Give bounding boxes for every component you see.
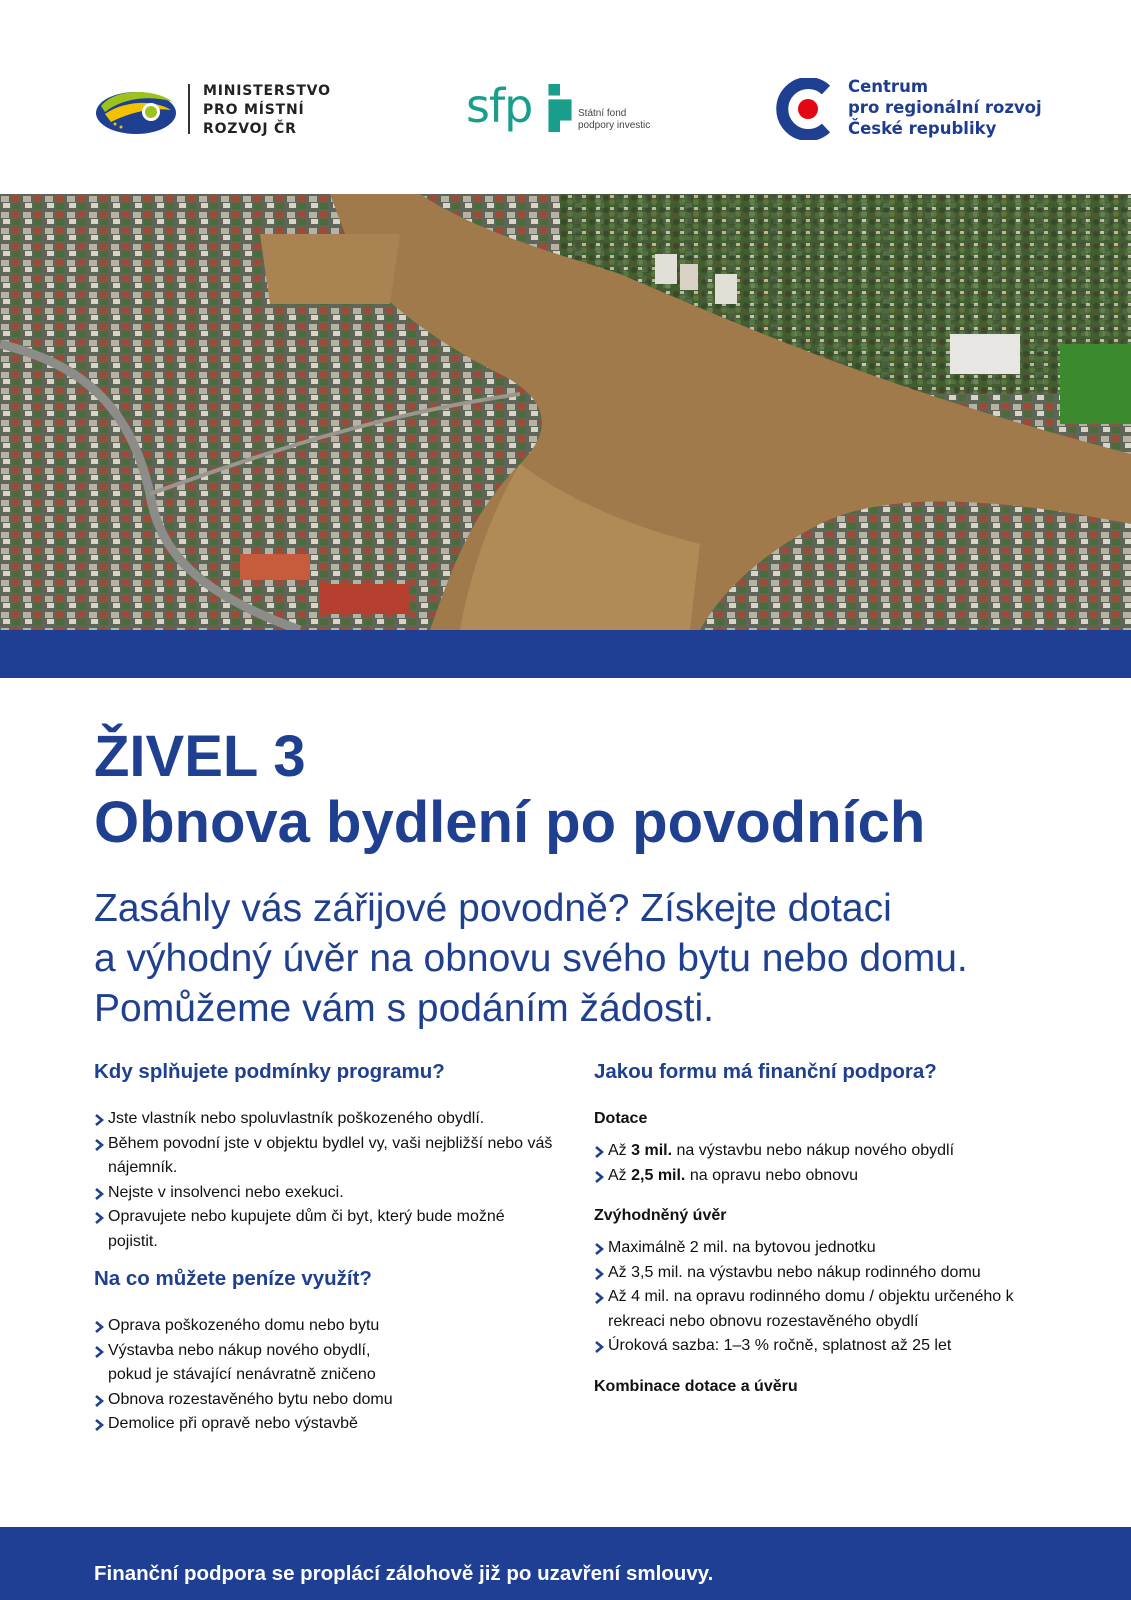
chevron-right-icon xyxy=(94,1212,104,1224)
mmr-logo xyxy=(95,80,335,140)
list-item-text: Obnova rozestavěného bytu nebo domu xyxy=(108,1390,393,1408)
mmr-line: MINISTERSTVO xyxy=(203,83,331,99)
sfpi-sub-line: Státní fond xyxy=(578,108,627,119)
list-item xyxy=(94,1107,554,1132)
list-item-text: Výstavba nebo nákup nového obydlí, pokud je stávající nenávratně zničeno xyxy=(108,1341,376,1383)
page-subtitle: Obnova bydlení po povodních xyxy=(94,790,926,855)
list-item xyxy=(594,1139,1064,1164)
crr-text xyxy=(848,76,1042,139)
list-item xyxy=(94,1314,554,1339)
chevron-right-icon xyxy=(94,1139,104,1151)
list-item-text: Až xyxy=(608,1142,632,1159)
dotace-label: Dotace xyxy=(594,1110,648,1127)
chevron-right-icon xyxy=(94,1419,104,1431)
mmr-text xyxy=(203,82,331,139)
list-item-text: Až 3,5 mil. na výstavbu nebo nákup rodinného domu xyxy=(608,1263,981,1281)
chevron-right-icon xyxy=(94,1395,104,1407)
page-title: ŽIVEL 3 xyxy=(94,724,306,789)
chevron-right-icon xyxy=(594,1171,604,1183)
lead-line: a výhodný úvěr na obnovu svého bytu nebo domu. xyxy=(94,937,968,980)
mmr-line: PRO MÍSTNÍ xyxy=(203,102,305,118)
list-item-text: Až xyxy=(608,1166,632,1184)
list-item xyxy=(94,1339,408,1388)
sfpi-subtitle xyxy=(578,108,650,132)
mmr-divider xyxy=(188,84,190,134)
conditions-list xyxy=(94,1107,554,1254)
uver-list xyxy=(594,1236,1064,1359)
list-item xyxy=(594,1236,1064,1261)
left-column xyxy=(94,1059,554,1437)
uver-label: Zvýhodněný úvěr xyxy=(594,1207,727,1224)
list-item-text: Maximálně 2 mil. na bytovou jednotku xyxy=(608,1239,876,1256)
list-item xyxy=(94,1388,554,1413)
chevron-right-icon xyxy=(594,1146,604,1158)
sfpi-wordmark: sfp xyxy=(466,79,533,133)
chevron-right-icon xyxy=(594,1243,604,1255)
list-item-text: na výstavbu nebo nákup nového obydlí xyxy=(672,1142,955,1159)
crr-emblem-icon xyxy=(776,78,838,140)
footer-text: Finanční podpora se proplácí zálohově již po uzavření smlouvy. xyxy=(94,1562,714,1585)
list-item xyxy=(594,1334,1064,1359)
conditions-heading: Kdy splňujete podmínky programu? xyxy=(94,1060,445,1083)
dotace-list xyxy=(594,1139,1064,1188)
flooded-town-image xyxy=(0,194,1131,630)
list-item-text: Úroková sazba: 1–3 % ročně, splatnost až 25 let xyxy=(608,1337,952,1354)
list-item-text: Opravujete nebo kupujete dům či byt, který bude možné pojistit. xyxy=(108,1208,505,1250)
list-item xyxy=(94,1181,554,1206)
list-item-text: Demolice při opravě nebo výstavbě xyxy=(108,1415,358,1432)
use-heading: Na co můžete peníze využít? xyxy=(94,1267,372,1290)
chevron-right-icon xyxy=(594,1292,604,1304)
list-item xyxy=(594,1285,1058,1334)
list-item-text: Jste vlastník nebo spoluvlastník poškozeného obydlí. xyxy=(108,1110,485,1127)
lead-text xyxy=(94,884,1104,1034)
mmr-line: ROZVOJ ČR xyxy=(203,121,297,137)
chevron-right-icon xyxy=(94,1114,104,1126)
right-column xyxy=(594,1059,1064,1397)
chevron-right-icon xyxy=(94,1346,104,1358)
crr-logo xyxy=(776,76,1076,140)
lead-line: Zasáhly vás zářijové povodně? Získejte dotaci xyxy=(94,887,892,930)
amount-bold: 2,5 mil. xyxy=(631,1166,686,1184)
list-item xyxy=(594,1261,1064,1286)
sfpi-i-mark-icon xyxy=(546,84,574,134)
list-item xyxy=(94,1132,554,1181)
chevron-right-icon xyxy=(94,1321,104,1333)
list-item xyxy=(594,1164,1064,1189)
list-item-text: Oprava poškozeného domu nebo bytu xyxy=(108,1317,380,1334)
list-item-text: na opravu nebo obnovu xyxy=(685,1166,858,1184)
list-item-text: Až 4 mil. na opravu rodinného domu / objektu určeného k rekreaci nebo obnovu rozestavěného obydlí xyxy=(608,1288,1014,1330)
uses-list xyxy=(94,1314,554,1437)
crr-line: pro regionální rozvoj xyxy=(848,98,1042,117)
chevron-right-icon xyxy=(94,1188,104,1200)
kombinace-label: Kombinace dotace a úvěru xyxy=(594,1377,798,1395)
sfpi-logo xyxy=(466,79,676,142)
mmr-emblem-icon xyxy=(95,86,177,136)
chevron-right-icon xyxy=(594,1341,604,1353)
list-item xyxy=(94,1205,554,1254)
chevron-right-icon xyxy=(594,1268,604,1280)
blue-band xyxy=(0,630,1131,678)
crr-line: Centrum xyxy=(848,77,929,96)
hero-photo xyxy=(0,194,1131,630)
crr-line: České republiky xyxy=(848,119,997,138)
support-heading: Jakou formu má finanční podpora? xyxy=(594,1060,937,1083)
list-item-text: Během povodní jste v objektu bydlel vy, vaši nejbližší nebo váš nájemník. xyxy=(108,1134,553,1176)
list-item xyxy=(94,1412,554,1437)
sfpi-sub-line: podpory investic xyxy=(578,120,651,131)
amount-bold: 3 mil. xyxy=(631,1142,673,1159)
footer-band xyxy=(0,1527,1131,1600)
list-item-text: Nejste v insolvenci nebo exekuci. xyxy=(108,1183,344,1201)
lead-line: Pomůžeme vám s podáním žádosti. xyxy=(94,987,714,1030)
